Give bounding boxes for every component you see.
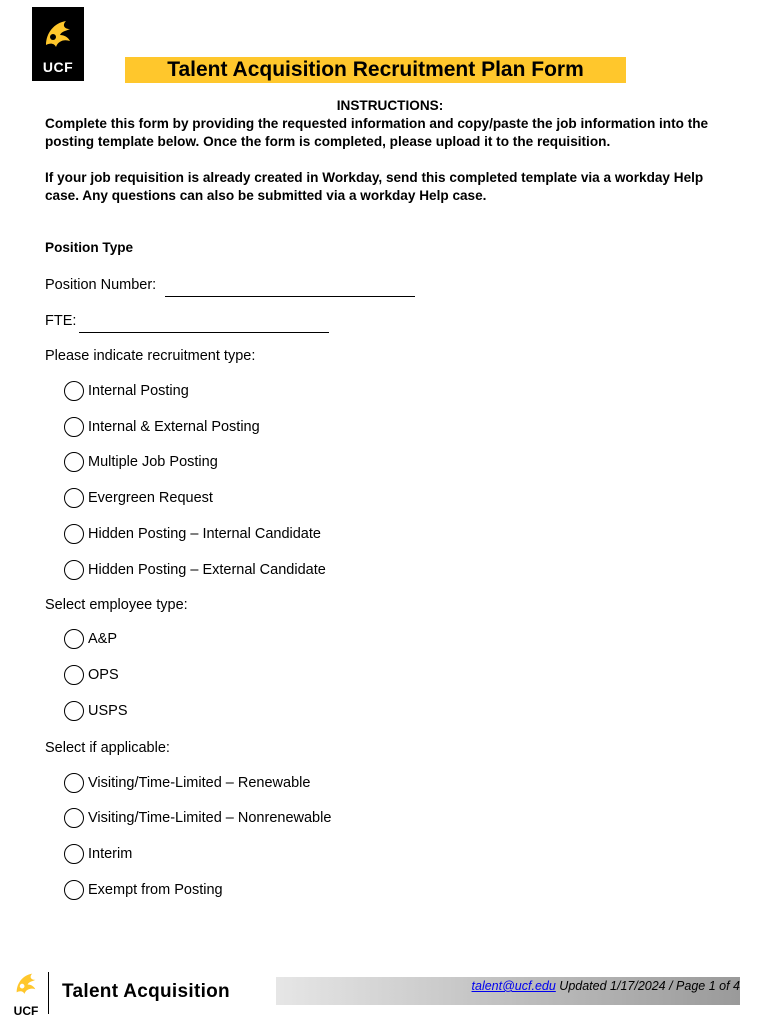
option-label: Internal & External Posting — [88, 419, 260, 435]
radio-circle[interactable] — [64, 808, 84, 828]
radio-hidden-external[interactable] — [64, 559, 326, 581]
radio-circle[interactable] — [64, 381, 84, 401]
radio-circle[interactable] — [64, 417, 84, 437]
radio-circle[interactable] — [64, 665, 84, 685]
logo-text: UCF — [42, 59, 74, 75]
footer-divider — [48, 972, 49, 1014]
option-label: Hidden Posting – External Candidate — [88, 562, 326, 578]
fte-label: FTE: — [45, 313, 77, 329]
instructions-paragraph-1: Complete this form by providing the requested information and copy/paste the job information into the posting template below. Once the form is completed, please upload it to the requisition. — [45, 116, 709, 149]
option-label: USPS — [88, 703, 128, 719]
ucf-logo — [32, 7, 84, 81]
radio-usps[interactable] — [64, 700, 128, 722]
position-type-heading: Position Type — [45, 240, 134, 255]
option-label: Exempt from Posting — [88, 882, 223, 898]
instructions-paragraph-2: If your job requisition is already created in Workday, send this completed template via a workday Help case. Any questions can also be submitted via a workday Help case. — [45, 170, 704, 203]
option-label: OPS — [88, 667, 119, 683]
radio-circle[interactable] — [64, 880, 84, 900]
radio-ops[interactable] — [64, 664, 119, 686]
radio-circle[interactable] — [64, 629, 84, 649]
option-label: Visiting/Time-Limited – Nonrenewable — [88, 810, 332, 826]
radio-circle[interactable] — [64, 560, 84, 580]
radio-internal-posting[interactable] — [64, 380, 189, 402]
radio-interim[interactable] — [64, 843, 132, 865]
option-label: A&P — [88, 631, 118, 647]
recruitment-type-label: Please indicate recruitment type: — [45, 348, 256, 364]
radio-visiting-renewable[interactable] — [64, 772, 310, 794]
position-number-field[interactable] — [165, 296, 415, 297]
radio-visiting-nonrenewable[interactable] — [64, 807, 331, 829]
footer-ucf-logo — [8, 968, 44, 1018]
employee-type-label: Select employee type: — [45, 597, 188, 613]
option-label: Hidden Posting – Internal Candidate — [88, 526, 321, 542]
footer-updated-text: Updated 1/17/2024 / Page 1 of 4 — [555, 979, 740, 993]
form-title-bar — [125, 57, 626, 83]
footer-email-link[interactable]: talent@ucf.edu — [471, 979, 556, 993]
pegasus-icon — [12, 968, 40, 998]
footer-info — [472, 979, 740, 993]
radio-hidden-internal[interactable] — [64, 523, 321, 545]
pegasus-icon — [40, 15, 76, 51]
radio-circle[interactable] — [64, 452, 84, 472]
footer-logo-text: UCF — [13, 1004, 39, 1018]
fte-field[interactable] — [79, 332, 329, 333]
radio-exempt-from-posting[interactable] — [64, 879, 223, 901]
radio-circle[interactable] — [64, 773, 84, 793]
radio-circle[interactable] — [64, 488, 84, 508]
option-label: Multiple Job Posting — [88, 454, 218, 470]
radio-circle[interactable] — [64, 844, 84, 864]
applicable-label: Select if applicable: — [45, 740, 170, 756]
form-title: Talent Acquisition Recruitment Plan Form — [167, 58, 584, 81]
instructions-heading: INSTRUCTIONS: — [336, 98, 444, 113]
radio-circle[interactable] — [64, 701, 84, 721]
radio-internal-external-posting[interactable] — [64, 416, 260, 438]
option-label: Interim — [88, 846, 133, 862]
radio-ap[interactable] — [64, 628, 117, 650]
radio-circle[interactable] — [64, 524, 84, 544]
footer-brand: Talent Acquisition — [62, 981, 230, 1002]
radio-evergreen-request[interactable] — [64, 487, 213, 509]
option-label: Evergreen Request — [88, 490, 213, 506]
radio-multiple-job-posting[interactable] — [64, 451, 218, 473]
position-number-label: Position Number: — [45, 277, 157, 293]
option-label: Visiting/Time-Limited – Renewable — [88, 775, 311, 791]
instructions-block — [45, 97, 735, 223]
option-label: Internal Posting — [88, 383, 189, 399]
